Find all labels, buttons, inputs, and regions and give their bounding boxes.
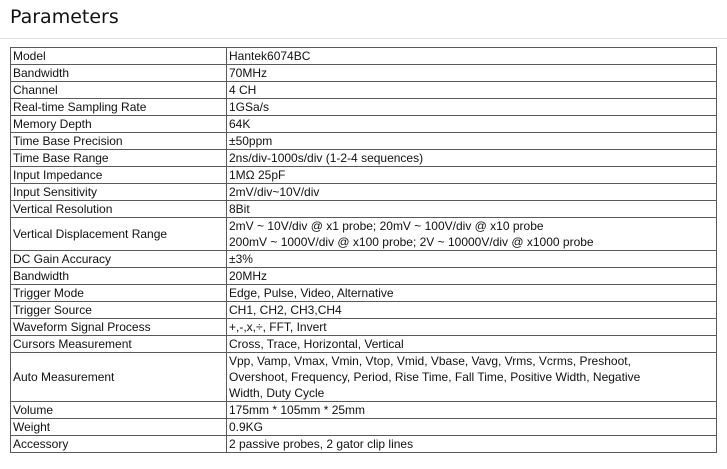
table-row: [11, 419, 717, 436]
table-row: [11, 65, 717, 82]
table-row: [11, 116, 717, 133]
parameter-value-line: Edge, Pulse, Video, Alternative: [229, 286, 394, 300]
parameter-value-line: ±3%: [229, 252, 253, 266]
table-row: [11, 150, 717, 167]
parameter-label: DC Gain Accuracy: [11, 251, 227, 268]
table-row: [11, 133, 717, 150]
parameter-value-line: Width, Duty Cycle: [229, 386, 325, 400]
parameter-value-line: CH1, CH2, CH3,CH4: [229, 303, 342, 317]
parameter-value: [227, 82, 717, 99]
parameter-label: Model: [11, 48, 227, 65]
parameter-value-line: 20MHz: [229, 269, 268, 283]
parameter-value-line: +,-,x,÷, FFT, Invert: [229, 320, 327, 334]
parameter-value: [227, 184, 717, 201]
parameter-value-line: Vpp, Vamp, Vmax, Vmin, Vtop, Vmid, Vbase, Vavg, Vrms, Vcrms, Preshoot,: [229, 354, 631, 368]
parameter-value-line: 1MΩ 25pF: [229, 168, 286, 182]
table-row: [11, 82, 717, 99]
table-row: [11, 218, 717, 251]
parameter-value: [227, 353, 717, 402]
parameter-label: Memory Depth: [11, 116, 227, 133]
parameter-value: [227, 167, 717, 184]
parameter-value-line: 70MHz: [229, 66, 268, 80]
parameter-value: [227, 116, 717, 133]
parameter-value: [227, 48, 717, 65]
table-row: [11, 319, 717, 336]
parameter-value-line: 8Bit: [229, 202, 250, 216]
parameter-value-line: ±50ppm: [229, 134, 273, 148]
parameter-value-line: 4 CH: [229, 83, 257, 97]
parameter-label: Volume: [11, 402, 227, 419]
parameter-label: Input Impedance: [11, 167, 227, 184]
parameter-label: Cursors Measurement: [11, 336, 227, 353]
parameter-value-line: Overshoot, Frequency, Period, Rise Time, Fall Time, Positive Width, Negative: [229, 370, 641, 384]
parameter-value-line: 1GSa/s: [229, 100, 270, 114]
parameter-value: [227, 302, 717, 319]
parameter-value-line: 2 passive probes, 2 gator clip lines: [229, 437, 414, 451]
parameters-table: [10, 47, 717, 453]
parameter-label: Bandwidth: [11, 268, 227, 285]
parameter-label: Bandwidth: [11, 65, 227, 82]
parameter-value-line: 2ns/div-1000s/div (1-2-4 sequences): [229, 151, 424, 165]
parameter-label: Auto Measurement: [11, 353, 227, 402]
parameter-value: [227, 65, 717, 82]
parameter-value: [227, 419, 717, 436]
parameter-value-line: 0.9KG: [229, 420, 264, 434]
parameter-label: Trigger Mode: [11, 285, 227, 302]
parameter-value-line: 175mm * 105mm * 25mm: [229, 403, 366, 417]
parameter-value: [227, 402, 717, 419]
parameter-value: [227, 150, 717, 167]
parameter-value-line: 64K: [229, 117, 251, 131]
parameter-value-line: Hantek6074BC: [229, 49, 311, 63]
table-row: [11, 436, 717, 453]
parameter-value: [227, 201, 717, 218]
table-row: [11, 285, 717, 302]
parameter-label: Input Sensitivity: [11, 184, 227, 201]
parameter-label: Accessory: [11, 436, 227, 453]
parameter-value: [227, 268, 717, 285]
parameter-label: Channel: [11, 82, 227, 99]
parameter-value-line: Cross, Trace, Horizontal, Vertical: [229, 337, 404, 351]
parameter-label: Weight: [11, 419, 227, 436]
table-row: [11, 336, 717, 353]
parameter-label: Vertical Displacement Range: [11, 218, 227, 251]
parameter-value: [227, 285, 717, 302]
table-row: [11, 268, 717, 285]
parameter-label: Trigger Source: [11, 302, 227, 319]
table-row: [11, 99, 717, 116]
parameter-value: [227, 218, 717, 251]
table-row: [11, 184, 717, 201]
parameter-value: [227, 319, 717, 336]
parameter-value-line: 2mV ~ 10V/div @ x1 probe; 20mV ~ 100V/div @ x10 probe: [229, 219, 544, 233]
table-row: [11, 302, 717, 319]
parameter-value: [227, 133, 717, 150]
parameter-label: Waveform Signal Process: [11, 319, 227, 336]
table-row: [11, 48, 717, 65]
table-row: [11, 402, 717, 419]
parameter-value-line: 2mV/div~10V/div: [229, 185, 320, 199]
parameter-value: [227, 99, 717, 116]
table-row: [11, 201, 717, 218]
table-row: [11, 353, 717, 402]
parameter-label: Real-time Sampling Rate: [11, 99, 227, 116]
table-row: [11, 167, 717, 184]
parameter-label: Time Base Range: [11, 150, 227, 167]
parameter-label: Time Base Precision: [11, 133, 227, 150]
parameter-value: [227, 251, 717, 268]
parameter-value: [227, 436, 717, 453]
title-divider: [0, 38, 727, 39]
page-title: Parameters: [10, 6, 119, 28]
table-row: [11, 251, 717, 268]
parameter-value: [227, 336, 717, 353]
parameter-value-line: 200mV ~ 1000V/div @ x100 probe; 2V ~ 10000V/div @ x1000 probe: [229, 235, 594, 249]
parameter-label: Vertical Resolution: [11, 201, 227, 218]
